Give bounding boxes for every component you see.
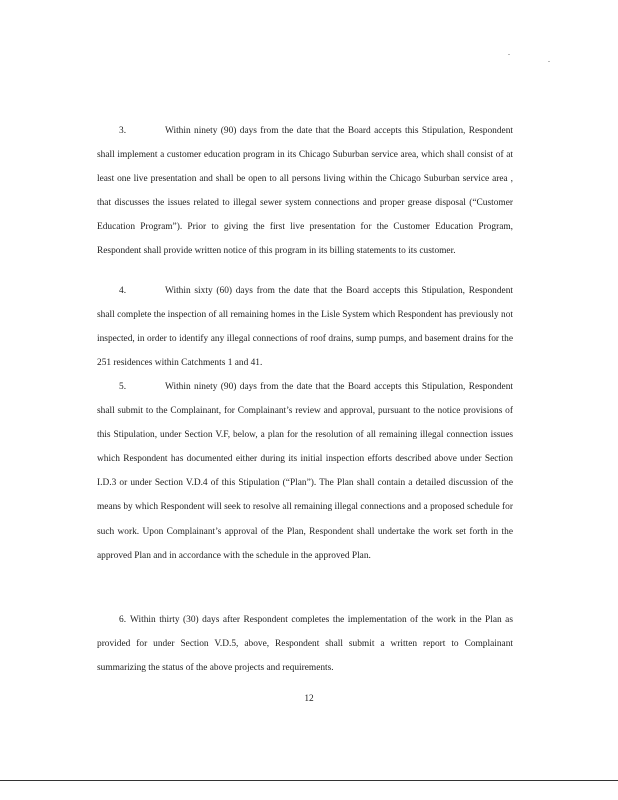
paragraph-5 xyxy=(97,375,513,568)
paragraph-number: 3. xyxy=(119,126,127,136)
paragraph-number: 4. xyxy=(119,286,127,296)
paragraph-text: Within ninety (90) days from the date that the Board accepts this Stipulation, Respondent shall submit to the Complainant, for Complainant’s review and approval, pursuant to the notice provisions of this Stipulation, under Section V.F, below, a plan for the resolution of all remaining illegal connection issues which Respondent has documented either during its initial inspection efforts described above under Section I.D.3 or under Section V.D.4 of this Stipulation (“Plan”). The Plan shall contain a detailed discussion of the means by which Respondent will seek to resolve all remaining illegal connections and a proposed schedule for such work. Upon Complainant’s approval of the Plan, Respondent shall undertake the work set forth in the approved Plan and in accordance with the schedule in the approved Plan. xyxy=(97,382,513,561)
paragraph-text: Within sixty (60) days from the date that the Board accepts this Stipulation, Respondent shall complete the inspection of all remaining homes in the Lisle System which Respondent has previously not inspected, in order to identify any illegal connections of roof drains, sump pumps, and basement drains for the 251 residences within Catchments 1 and 41. xyxy=(97,286,513,369)
paragraph-number: 5. xyxy=(119,382,127,392)
paragraph-number: 6. xyxy=(119,615,127,625)
bottom-rule xyxy=(0,780,618,781)
scan-speck xyxy=(508,54,510,55)
paragraph-3 xyxy=(97,119,513,264)
paragraph-4 xyxy=(97,279,513,375)
paragraph-6 xyxy=(97,608,513,680)
paragraph-text: Within thirty (30) days after Respondent completes the implementation of the work in the Plan as provided for under Section V.D.5, above, Respondent shall submit a written report to Complainant summarizing the status of the above projects and requirements. xyxy=(97,615,513,674)
paragraph-text: Within ninety (90) days from the date that the Board accepts this Stipulation, Respondent shall implement a customer education program in its Chicago Suburban service area, which shall consist of at least one live presentation and shall be open to all persons living within the Chicago Suburban service area , that discusses the issues related to illegal sewer system connections and proper grease disposal (“Customer Education Program”). Prior to giving the first live presentation for the Customer Education Program, Respondent shall provide written notice of this program in its billing statements to its customer. xyxy=(97,126,513,257)
scan-speck xyxy=(548,61,550,62)
page-number: 12 xyxy=(304,694,314,704)
